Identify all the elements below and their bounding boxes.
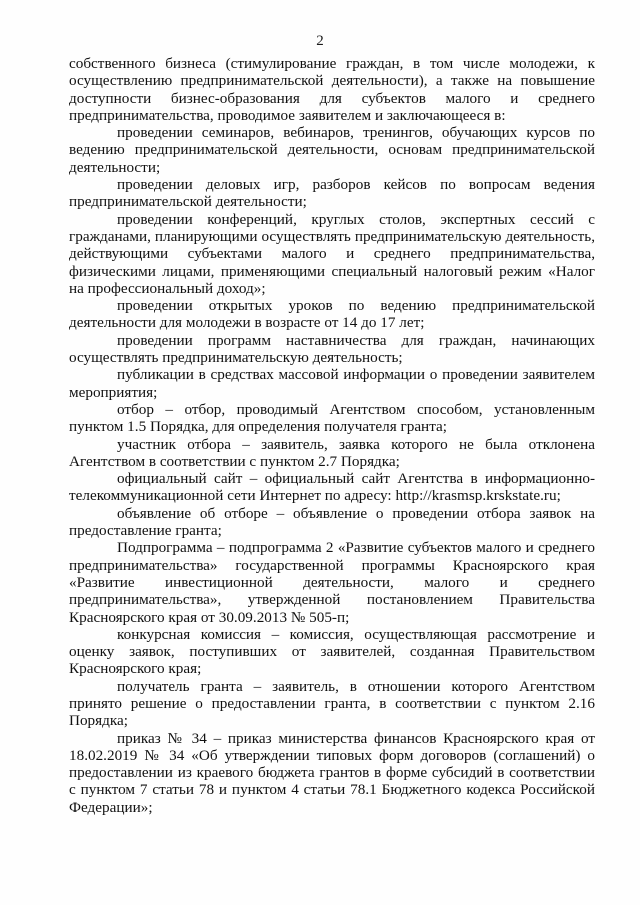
paragraph-definition-commission: конкурсная комиссия – комиссия, осуществляющая рассмотрение и оценку заявок, поступивших от заявителей, созданная Правительством Красноярского края; [69, 625, 595, 678]
paragraph-conferences: проведении конференций, круглых столов, экспертных сессий с гражданами, планирующими осуществлять предпринимательскую деятельность, действующими субъектами малого и среднего предпринимательства, физическими лицами, применяющими специальный налоговый режим «Налог на профессиональный доход»; [69, 210, 595, 297]
paragraph-definition-announcement: объявление об отборе – объявление о проведении отбора заявок на предоставление гранта; [69, 504, 595, 540]
paragraph-business-games: проведении деловых игр, разборов кейсов по вопросам ведения предпринимательской деятельности; [69, 176, 595, 211]
paragraph-continuation: собственного бизнеса (стимулирование граждан, в том числе молодежи, к осуществлению предпринимательской деятельности), а также на повышение доступности бизнес-образования для субъектов малого и среднего предпринимательства, проводимое заявителем и заключающееся в: [69, 55, 595, 124]
paragraph-definition-participant: участник отбора – заявитель, заявка которого не была отклонена Агентством в соответствии с пунктом 2.7 Порядка; [69, 435, 595, 470]
paragraph-definition-selection: отбор – отбор, проводимый Агентством способом, установленным пунктом 1.5 Порядка, для определения получателя гранта; [69, 400, 595, 436]
paragraph-definition-subprogram: Подпрограмма – подпрограмма 2 «Развитие субъектов малого и среднего предпринимательства» государственной программы Красноярского края «Развитие инвестиционной деятельности, малого и среднего предпринимательства», утвержденной постановлением Правительства Красноярского края от 30.09.2013 № 505-п; [69, 539, 595, 626]
paragraph-media-publications: публикации в средствах массовой информации о проведении заявителем мероприятия; [69, 366, 595, 401]
document-body [69, 55, 595, 816]
paragraph-mentoring: проведении программ наставничества для граждан, начинающих осуществлять предпринимательскую деятельность; [69, 331, 595, 367]
paragraph-definition-official-site: официальный сайт – официальный сайт Агентства в информационно-телекоммуникационной сети Интернет по адресу: http://krasmsp.krskstate.ru; [69, 470, 595, 505]
paragraph-definition-grant-recipient: получатель гранта – заявитель, в отношении которого Агентством принято решение о предоставлении гранта, в соответствии с пунктом 2.16 Порядка; [69, 677, 595, 730]
paragraph-definition-order-34: приказ № 34 – приказ министерства финансов Красноярского края от 18.02.2019 № 34 «Об утверждении типовых форм договоров (соглашений) о предоставлении из краевого бюджета грантов в форме субсидий в соответствии с пунктом 7 статьи 78 и пунктом 4 статьи 78.1 Бюджетного кодекса Российской Федерации»; [69, 729, 595, 816]
paragraph-seminars: проведении семинаров, вебинаров, тренингов, обучающих курсов по ведению предпринимательской деятельности, основам предпринимательской деятельности; [69, 124, 595, 176]
page-number: 2 [316, 33, 324, 49]
paragraph-open-lessons: проведении открытых уроков по ведению предпринимательской деятельности для молодежи в возрасте от 14 до 17 лет; [69, 297, 595, 332]
